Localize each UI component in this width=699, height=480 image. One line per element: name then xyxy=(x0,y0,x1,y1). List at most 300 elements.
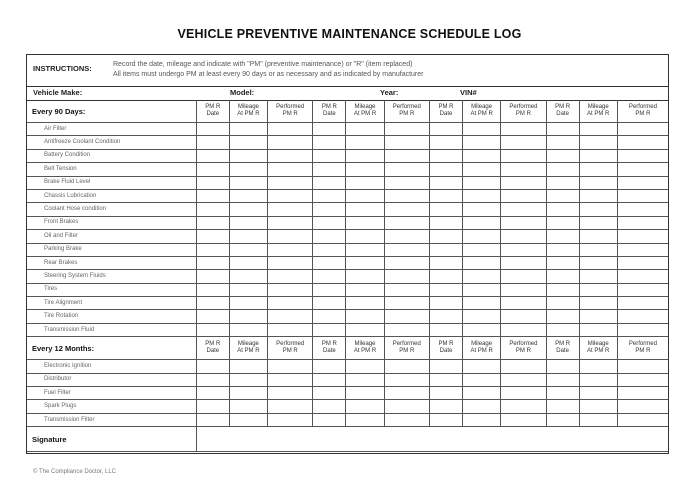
entry-cell[interactable] xyxy=(579,310,617,323)
entry-cell[interactable] xyxy=(229,176,267,189)
entry-cell[interactable] xyxy=(313,149,346,162)
entry-cell[interactable] xyxy=(229,203,267,216)
entry-cell[interactable] xyxy=(346,176,384,189)
entry-cell[interactable] xyxy=(546,256,579,269)
column-header xyxy=(617,337,668,360)
entry-cell[interactable] xyxy=(463,387,501,400)
entry-cell[interactable] xyxy=(196,283,229,296)
entry-cell[interactable] xyxy=(617,256,668,269)
entry-cell[interactable] xyxy=(617,123,668,136)
item-label: Chassis Lubrication xyxy=(27,189,196,202)
entry-cell[interactable] xyxy=(617,216,668,229)
entry-cell[interactable] xyxy=(384,203,429,216)
column-header-line-2: At PM R xyxy=(237,348,260,355)
entry-cell[interactable] xyxy=(196,310,229,323)
entry-cell[interactable] xyxy=(579,163,617,176)
entry-cell[interactable] xyxy=(346,310,384,323)
entry-cell[interactable] xyxy=(229,387,267,400)
entry-cell[interactable] xyxy=(546,230,579,243)
entry-cell[interactable] xyxy=(346,387,384,400)
instructions-line-2: All items must undergo PM at least every 90 days or as necessary and as indicated by manufacturer xyxy=(113,71,424,78)
entry-cell[interactable] xyxy=(196,136,229,149)
table-row xyxy=(27,189,668,202)
entry-cell[interactable] xyxy=(546,189,579,202)
entry-cell[interactable] xyxy=(313,123,346,136)
entry-cell[interactable] xyxy=(617,400,668,413)
entry-cell[interactable] xyxy=(267,189,312,202)
entry-cell[interactable] xyxy=(617,189,668,202)
entry-cell[interactable] xyxy=(546,400,579,413)
entry-cell[interactable] xyxy=(501,400,546,413)
entry-cell[interactable] xyxy=(430,310,463,323)
entry-cell[interactable] xyxy=(346,360,384,373)
column-header-line-1: Mileage xyxy=(471,104,493,110)
entry-cell[interactable] xyxy=(229,310,267,323)
item-label: Tire Alignment xyxy=(27,297,196,310)
table-row xyxy=(27,323,668,336)
entry-cell[interactable] xyxy=(546,270,579,283)
entry-cell[interactable] xyxy=(267,163,312,176)
entry-cell[interactable] xyxy=(430,270,463,283)
entry-cell[interactable] xyxy=(430,373,463,386)
entry-cell[interactable] xyxy=(313,216,346,229)
entry-cell[interactable] xyxy=(346,270,384,283)
entry-cell[interactable] xyxy=(463,297,501,310)
entry-cell[interactable] xyxy=(313,270,346,283)
entry-cell[interactable] xyxy=(346,413,384,426)
entry-cell[interactable] xyxy=(463,136,501,149)
entry-cell[interactable] xyxy=(501,323,546,336)
column-header xyxy=(546,100,579,123)
entry-cell[interactable] xyxy=(346,189,384,202)
entry-cell[interactable] xyxy=(430,400,463,413)
entry-cell[interactable] xyxy=(267,297,312,310)
entry-cell[interactable] xyxy=(463,256,501,269)
entry-cell[interactable] xyxy=(346,123,384,136)
entry-cell[interactable] xyxy=(346,283,384,296)
entry-cell[interactable] xyxy=(501,230,546,243)
entry-cell[interactable] xyxy=(313,243,346,256)
entry-cell[interactable] xyxy=(546,283,579,296)
entry-cell[interactable] xyxy=(229,400,267,413)
entry-cell[interactable] xyxy=(229,243,267,256)
entry-cell[interactable] xyxy=(463,203,501,216)
entry-cell[interactable] xyxy=(617,176,668,189)
entry-cell[interactable] xyxy=(267,283,312,296)
entry-cell[interactable] xyxy=(617,230,668,243)
entry-cell[interactable] xyxy=(267,123,312,136)
entry-cell[interactable] xyxy=(430,123,463,136)
entry-cell[interactable] xyxy=(546,216,579,229)
entry-cell[interactable] xyxy=(267,203,312,216)
entry-cell[interactable] xyxy=(384,136,429,149)
entry-cell[interactable] xyxy=(501,360,546,373)
entry-cell[interactable] xyxy=(229,360,267,373)
table-row xyxy=(27,163,668,176)
table-row xyxy=(27,123,668,136)
entry-cell[interactable] xyxy=(579,203,617,216)
entry-cell[interactable] xyxy=(579,243,617,256)
entry-cell[interactable] xyxy=(313,360,346,373)
entry-cell[interactable] xyxy=(579,270,617,283)
entry-cell[interactable] xyxy=(196,297,229,310)
entry-cell[interactable] xyxy=(430,163,463,176)
entry-cell[interactable] xyxy=(229,283,267,296)
entry-cell[interactable] xyxy=(617,323,668,336)
entry-cell[interactable] xyxy=(579,323,617,336)
entry-cell[interactable] xyxy=(384,400,429,413)
entry-cell[interactable] xyxy=(501,123,546,136)
entry-cell[interactable] xyxy=(313,256,346,269)
table-row xyxy=(27,360,668,373)
entry-cell[interactable] xyxy=(463,176,501,189)
section-label: Every 12 Months: xyxy=(27,337,196,360)
entry-cell[interactable] xyxy=(313,387,346,400)
vehicle-model-label: Model: xyxy=(230,88,255,97)
entry-cell[interactable] xyxy=(617,136,668,149)
entry-cell[interactable] xyxy=(196,323,229,336)
column-header-line-2: PM R xyxy=(282,111,298,117)
entry-cell[interactable] xyxy=(346,149,384,162)
entry-cell[interactable] xyxy=(501,387,546,400)
signature-field[interactable] xyxy=(196,427,668,452)
entry-cell[interactable] xyxy=(430,149,463,162)
entry-cell[interactable] xyxy=(617,149,668,162)
entry-cell[interactable] xyxy=(267,310,312,323)
entry-cell[interactable] xyxy=(617,243,668,256)
column-header xyxy=(430,100,463,123)
column-header-line-1: Performed xyxy=(628,104,657,110)
entry-cell[interactable] xyxy=(546,136,579,149)
entry-cell[interactable] xyxy=(346,203,384,216)
entry-cell[interactable] xyxy=(267,400,312,413)
entry-cell[interactable] xyxy=(229,256,267,269)
entry-cell[interactable] xyxy=(579,283,617,296)
entry-cell[interactable] xyxy=(430,413,463,426)
entry-cell[interactable] xyxy=(313,297,346,310)
entry-cell[interactable] xyxy=(346,216,384,229)
entry-cell[interactable] xyxy=(546,176,579,189)
entry-cell[interactable] xyxy=(229,413,267,426)
entry-cell[interactable] xyxy=(384,413,429,426)
entry-cell[interactable] xyxy=(546,163,579,176)
section-header-row xyxy=(27,100,668,123)
entry-cell[interactable] xyxy=(579,149,617,162)
entry-cell[interactable] xyxy=(384,323,429,336)
entry-cell[interactable] xyxy=(430,216,463,229)
entry-cell[interactable] xyxy=(229,149,267,162)
entry-cell[interactable] xyxy=(579,136,617,149)
entry-cell[interactable] xyxy=(546,123,579,136)
entry-cell[interactable] xyxy=(463,230,501,243)
entry-cell[interactable] xyxy=(196,163,229,176)
entry-cell[interactable] xyxy=(313,283,346,296)
entry-cell[interactable] xyxy=(617,387,668,400)
entry-cell[interactable] xyxy=(313,176,346,189)
entry-cell[interactable] xyxy=(579,387,617,400)
entry-cell[interactable] xyxy=(196,230,229,243)
entry-cell[interactable] xyxy=(196,149,229,162)
entry-cell[interactable] xyxy=(196,387,229,400)
entry-cell[interactable] xyxy=(617,310,668,323)
entry-cell[interactable] xyxy=(346,256,384,269)
entry-cell[interactable] xyxy=(229,230,267,243)
item-label: Parking Brake xyxy=(27,243,196,256)
entry-cell[interactable] xyxy=(384,189,429,202)
entry-cell[interactable] xyxy=(267,256,312,269)
entry-cell[interactable] xyxy=(617,203,668,216)
entry-cell[interactable] xyxy=(430,297,463,310)
column-header-line-1: Performed xyxy=(392,104,421,110)
entry-cell[interactable] xyxy=(267,149,312,162)
entry-cell[interactable] xyxy=(501,270,546,283)
entry-cell[interactable] xyxy=(430,136,463,149)
page-title: VEHICLE PREVENTIVE MAINTENANCE SCHEDULE LOG xyxy=(177,27,522,41)
entry-cell[interactable] xyxy=(196,123,229,136)
entry-cell[interactable] xyxy=(501,176,546,189)
entry-cell[interactable] xyxy=(346,136,384,149)
entry-cell[interactable] xyxy=(384,163,429,176)
entry-cell[interactable] xyxy=(346,323,384,336)
table-row xyxy=(27,176,668,189)
entry-cell[interactable] xyxy=(501,283,546,296)
entry-cell[interactable] xyxy=(384,230,429,243)
entry-cell[interactable] xyxy=(196,176,229,189)
entry-cell[interactable] xyxy=(546,360,579,373)
entry-cell[interactable] xyxy=(267,323,312,336)
entry-cell[interactable] xyxy=(313,189,346,202)
entry-cell[interactable] xyxy=(313,373,346,386)
entry-cell[interactable] xyxy=(501,297,546,310)
entry-cell[interactable] xyxy=(579,216,617,229)
entry-cell[interactable] xyxy=(617,297,668,310)
entry-cell[interactable] xyxy=(463,413,501,426)
column-header xyxy=(267,337,312,360)
entry-cell[interactable] xyxy=(463,123,501,136)
column-header xyxy=(196,337,229,360)
entry-cell[interactable] xyxy=(267,216,312,229)
entry-cell[interactable] xyxy=(196,203,229,216)
entry-cell[interactable] xyxy=(313,413,346,426)
item-label: Spark Plugs xyxy=(27,400,196,413)
entry-cell[interactable] xyxy=(463,400,501,413)
column-header-line-1: Performed xyxy=(276,104,305,110)
entry-cell[interactable] xyxy=(546,373,579,386)
entry-cell[interactable] xyxy=(229,123,267,136)
entry-cell[interactable] xyxy=(546,323,579,336)
entry-cell[interactable] xyxy=(267,176,312,189)
column-header-line-2: At PM R xyxy=(587,111,610,117)
entry-cell[interactable] xyxy=(384,283,429,296)
entry-cell[interactable] xyxy=(313,310,346,323)
entry-cell[interactable] xyxy=(384,216,429,229)
entry-cell[interactable] xyxy=(579,413,617,426)
entry-cell[interactable] xyxy=(196,360,229,373)
entry-cell[interactable] xyxy=(546,310,579,323)
table-row xyxy=(27,310,668,323)
entry-cell[interactable] xyxy=(313,323,346,336)
entry-cell[interactable] xyxy=(501,203,546,216)
entry-cell[interactable] xyxy=(384,123,429,136)
entry-cell[interactable] xyxy=(546,203,579,216)
entry-cell[interactable] xyxy=(229,323,267,336)
table-row xyxy=(27,283,668,296)
entry-cell[interactable] xyxy=(501,216,546,229)
entry-cell[interactable] xyxy=(196,243,229,256)
entry-cell[interactable] xyxy=(579,176,617,189)
entry-cell[interactable] xyxy=(463,373,501,386)
entry-cell[interactable] xyxy=(430,230,463,243)
entry-cell[interactable] xyxy=(384,297,429,310)
entry-cell[interactable] xyxy=(196,270,229,283)
entry-cell[interactable] xyxy=(546,149,579,162)
entry-cell[interactable] xyxy=(617,163,668,176)
table-row xyxy=(27,256,668,269)
entry-cell[interactable] xyxy=(617,283,668,296)
entry-cell[interactable] xyxy=(546,243,579,256)
entry-cell[interactable] xyxy=(430,387,463,400)
entry-cell[interactable] xyxy=(501,256,546,269)
entry-cell[interactable] xyxy=(384,149,429,162)
entry-cell[interactable] xyxy=(501,413,546,426)
column-header-line-2: Date xyxy=(206,348,220,355)
entry-cell[interactable] xyxy=(430,283,463,296)
entry-cell[interactable] xyxy=(501,310,546,323)
entry-cell[interactable] xyxy=(313,163,346,176)
entry-cell[interactable] xyxy=(384,373,429,386)
column-header-line-1: Mileage xyxy=(354,104,376,110)
entry-cell[interactable] xyxy=(313,400,346,413)
entry-cell[interactable] xyxy=(267,413,312,426)
entry-cell[interactable] xyxy=(579,400,617,413)
entry-cell[interactable] xyxy=(384,256,429,269)
entry-cell[interactable] xyxy=(267,136,312,149)
entry-cell[interactable] xyxy=(579,123,617,136)
column-header-line-1: PM R xyxy=(205,341,221,348)
table-row xyxy=(27,136,668,149)
entry-cell[interactable] xyxy=(501,373,546,386)
entry-cell[interactable] xyxy=(196,216,229,229)
entry-cell[interactable] xyxy=(196,413,229,426)
column-header-line-1: Mileage xyxy=(237,104,259,110)
entry-cell[interactable] xyxy=(430,243,463,256)
entry-cell[interactable] xyxy=(267,387,312,400)
item-label: Air Filter xyxy=(27,123,196,136)
entry-cell[interactable] xyxy=(430,360,463,373)
entry-cell[interactable] xyxy=(463,243,501,256)
column-header xyxy=(313,337,346,360)
entry-cell[interactable] xyxy=(346,297,384,310)
column-header-line-1: Performed xyxy=(509,341,538,348)
column-header-line-1: Mileage xyxy=(237,341,259,348)
entry-cell[interactable] xyxy=(384,176,429,189)
entry-cell[interactable] xyxy=(546,297,579,310)
entry-cell[interactable] xyxy=(463,163,501,176)
entry-cell[interactable] xyxy=(229,136,267,149)
entry-cell[interactable] xyxy=(463,360,501,373)
entry-cell[interactable] xyxy=(501,149,546,162)
entry-cell[interactable] xyxy=(430,189,463,202)
entry-cell[interactable] xyxy=(346,230,384,243)
entry-cell[interactable] xyxy=(346,400,384,413)
column-header xyxy=(579,100,617,123)
entry-cell[interactable] xyxy=(617,373,668,386)
entry-cell[interactable] xyxy=(229,373,267,386)
entry-cell[interactable] xyxy=(229,163,267,176)
entry-cell[interactable] xyxy=(501,243,546,256)
entry-cell[interactable] xyxy=(579,297,617,310)
entry-cell[interactable] xyxy=(267,243,312,256)
entry-cell[interactable] xyxy=(579,373,617,386)
entry-cell[interactable] xyxy=(546,413,579,426)
column-header-line-1: Performed xyxy=(628,341,657,348)
entry-cell[interactable] xyxy=(579,189,617,202)
signature-label: Signature xyxy=(27,427,196,452)
entry-cell[interactable] xyxy=(463,323,501,336)
entry-cell[interactable] xyxy=(617,270,668,283)
entry-cell[interactable] xyxy=(463,270,501,283)
entry-cell[interactable] xyxy=(346,373,384,386)
entry-cell[interactable] xyxy=(430,323,463,336)
section-label: Every 90 Days: xyxy=(27,100,196,123)
entry-cell[interactable] xyxy=(196,256,229,269)
entry-cell[interactable] xyxy=(384,387,429,400)
entry-cell[interactable] xyxy=(267,373,312,386)
entry-cell[interactable] xyxy=(617,413,668,426)
column-header xyxy=(463,100,501,123)
entry-cell[interactable] xyxy=(384,270,429,283)
entry-cell[interactable] xyxy=(384,243,429,256)
entry-cell[interactable] xyxy=(313,136,346,149)
entry-cell[interactable] xyxy=(313,203,346,216)
entry-cell[interactable] xyxy=(501,136,546,149)
entry-cell[interactable] xyxy=(267,270,312,283)
entry-cell[interactable] xyxy=(229,216,267,229)
entry-cell[interactable] xyxy=(229,189,267,202)
entry-cell[interactable] xyxy=(579,256,617,269)
entry-cell[interactable] xyxy=(313,230,346,243)
item-label: Belt Tension xyxy=(27,163,196,176)
entry-cell[interactable] xyxy=(267,230,312,243)
entry-cell[interactable] xyxy=(346,163,384,176)
entry-cell[interactable] xyxy=(196,189,229,202)
entry-cell[interactable] xyxy=(229,297,267,310)
entry-cell[interactable] xyxy=(463,149,501,162)
entry-cell[interactable] xyxy=(267,360,312,373)
table-row xyxy=(27,243,668,256)
entry-cell[interactable] xyxy=(430,256,463,269)
entry-cell[interactable] xyxy=(501,163,546,176)
entry-cell[interactable] xyxy=(229,270,267,283)
entry-cell[interactable] xyxy=(501,189,546,202)
entry-cell[interactable] xyxy=(463,310,501,323)
entry-cell[interactable] xyxy=(463,189,501,202)
entry-cell[interactable] xyxy=(617,360,668,373)
entry-cell[interactable] xyxy=(196,400,229,413)
entry-cell[interactable] xyxy=(579,360,617,373)
entry-cell[interactable] xyxy=(196,373,229,386)
column-header-line-2: Date xyxy=(439,111,453,117)
entry-cell[interactable] xyxy=(430,203,463,216)
entry-cell[interactable] xyxy=(384,360,429,373)
entry-cell[interactable] xyxy=(346,243,384,256)
entry-cell[interactable] xyxy=(463,216,501,229)
entry-cell[interactable] xyxy=(430,176,463,189)
entry-cell[interactable] xyxy=(546,387,579,400)
entry-cell[interactable] xyxy=(384,310,429,323)
entry-cell[interactable] xyxy=(463,283,501,296)
entry-cell[interactable] xyxy=(579,230,617,243)
